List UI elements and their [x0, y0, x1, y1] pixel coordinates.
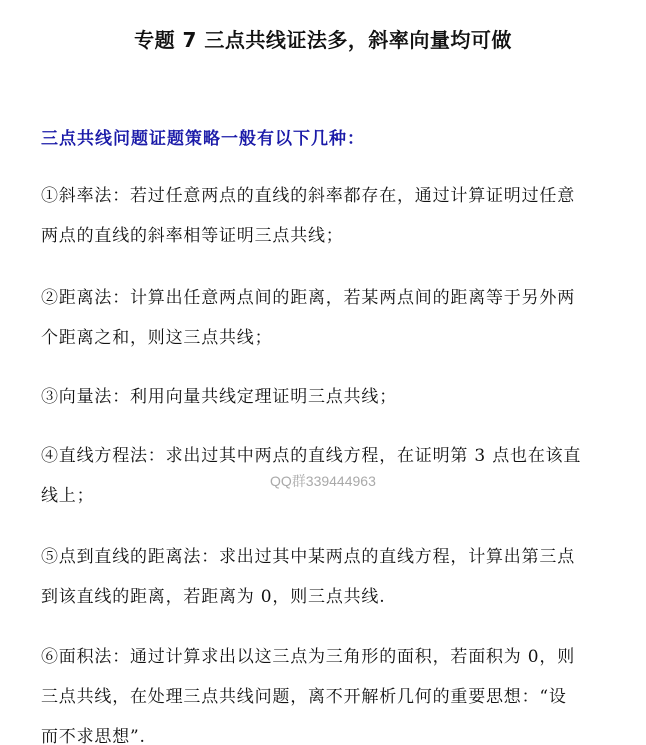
method-area [41, 637, 607, 745]
paragraph-line: 两点的直线的斜率相等证明三点共线； [41, 226, 344, 246]
paragraph-line: 三点共线，在处理三点共线问题，离不开解析几何的重要思想：“设 [41, 687, 567, 707]
paragraph-line: ③向量法：利用向量共线定理证明三点共线； [41, 387, 397, 407]
paragraph-line: ⑥面积法：通过计算求出以这三点为三角形的面积，若面积为 0，则 [41, 647, 576, 667]
document-title: 专题 7 三点共线证法多，斜率向量均可做 [134, 28, 512, 52]
method-point-line-distance [41, 537, 607, 617]
paragraph-line: ②距离法：计算出任意两点间的距离，若某两点间的距离等于另外两 [41, 288, 575, 308]
paragraph-line: ①斜率法：若过任意两点的直线的斜率都存在，通过计算证明过任意 [41, 186, 575, 206]
paragraph-line: ④直线方程法：求出过其中两点的直线方程，在证明第 3 点也在该直 [41, 446, 582, 466]
paragraph-line: 而不求思想”. [41, 727, 146, 745]
watermark-text: QQ群339444963 [270, 473, 376, 489]
paragraph-line: 个距离之和，则这三点共线； [41, 328, 273, 348]
method-vector [41, 377, 607, 417]
paragraph-line: 线上； [41, 486, 95, 506]
method-slope [41, 176, 607, 256]
paragraph-line: 到该直线的距离，若距离为 0，则三点共线. [41, 587, 386, 607]
section-heading: 三点共线问题证题策略一般有以下几种： [41, 129, 365, 149]
method-distance [41, 278, 607, 358]
paragraph-line: ⑤点到直线的距离法：求出过其中某两点的直线方程，计算出第三点 [41, 547, 575, 567]
